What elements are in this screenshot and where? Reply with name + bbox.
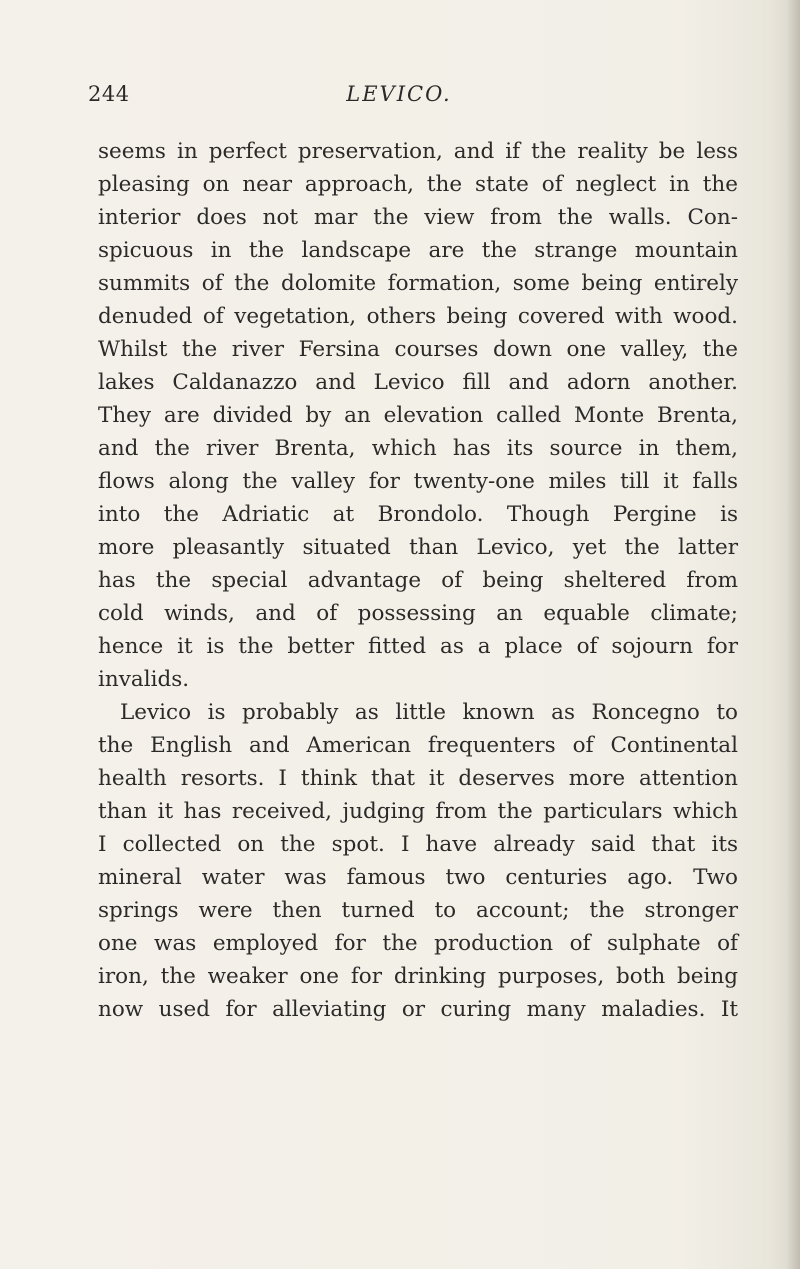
body-text — [98, 135, 738, 1026]
text-line: cold winds, and of possessing an equable climate; — [98, 601, 738, 626]
text-line: spicuous in the landscape are the strange mountain — [98, 238, 738, 263]
text-line: summits of the dolomite formation, some being entirely — [98, 271, 738, 296]
text-line: hence it is the better fitted as a place of sojourn for — [98, 634, 738, 659]
page-number: 244 — [88, 82, 130, 106]
text-line: one was employed for the production of sulphate of — [98, 931, 738, 956]
text-line: mineral water was famous two centuries ago. Two — [98, 865, 738, 890]
page-edge-shadow — [786, 0, 800, 1269]
text-line: interior does not mar the view from the walls. Con- — [98, 205, 738, 230]
text-line: Whilst the river Fersina courses down one valley, the — [98, 337, 738, 362]
text-line: They are divided by an elevation called Monte Brenta, — [98, 403, 738, 428]
text-line: springs were then turned to account; the stronger — [98, 898, 738, 923]
text-line: health resorts. I think that it deserves more attention — [98, 766, 738, 791]
text-line: lakes Caldanazzo and Levico fill and adorn another. — [98, 370, 738, 395]
text-line: into the Adriatic at Brondolo. Though Pergine is — [98, 502, 738, 527]
text-line: invalids. — [98, 667, 190, 692]
running-title: LEVICO. — [346, 82, 452, 106]
text-line: seems in perfect preservation, and if the reality be less — [98, 139, 738, 164]
text-line: has the special advantage of being sheltered from — [98, 568, 738, 593]
text-line: denuded of vegetation, others being covered with wood. — [98, 304, 738, 329]
page-header — [88, 82, 710, 112]
text-line: the English and American frequenters of Continental — [98, 733, 738, 758]
text-line: than it has received, judging from the particulars which — [98, 799, 738, 824]
text-line: pleasing on near approach, the state of neglect in the — [98, 172, 738, 197]
text-line: flows along the valley for twenty-one miles till it falls — [98, 469, 738, 494]
text-line: and the river Brenta, which has its source in them, — [98, 436, 738, 461]
text-line: now used for alleviating or curing many maladies. It — [98, 997, 738, 1022]
text-line: I collected on the spot. I have already said that its — [98, 832, 738, 857]
text-line: more pleasantly situated than Levico, yet the latter — [98, 535, 738, 560]
text-line: iron, the weaker one for drinking purposes, both being — [98, 964, 738, 989]
text-line: Levico is probably as little known as Roncegno to — [120, 700, 738, 725]
